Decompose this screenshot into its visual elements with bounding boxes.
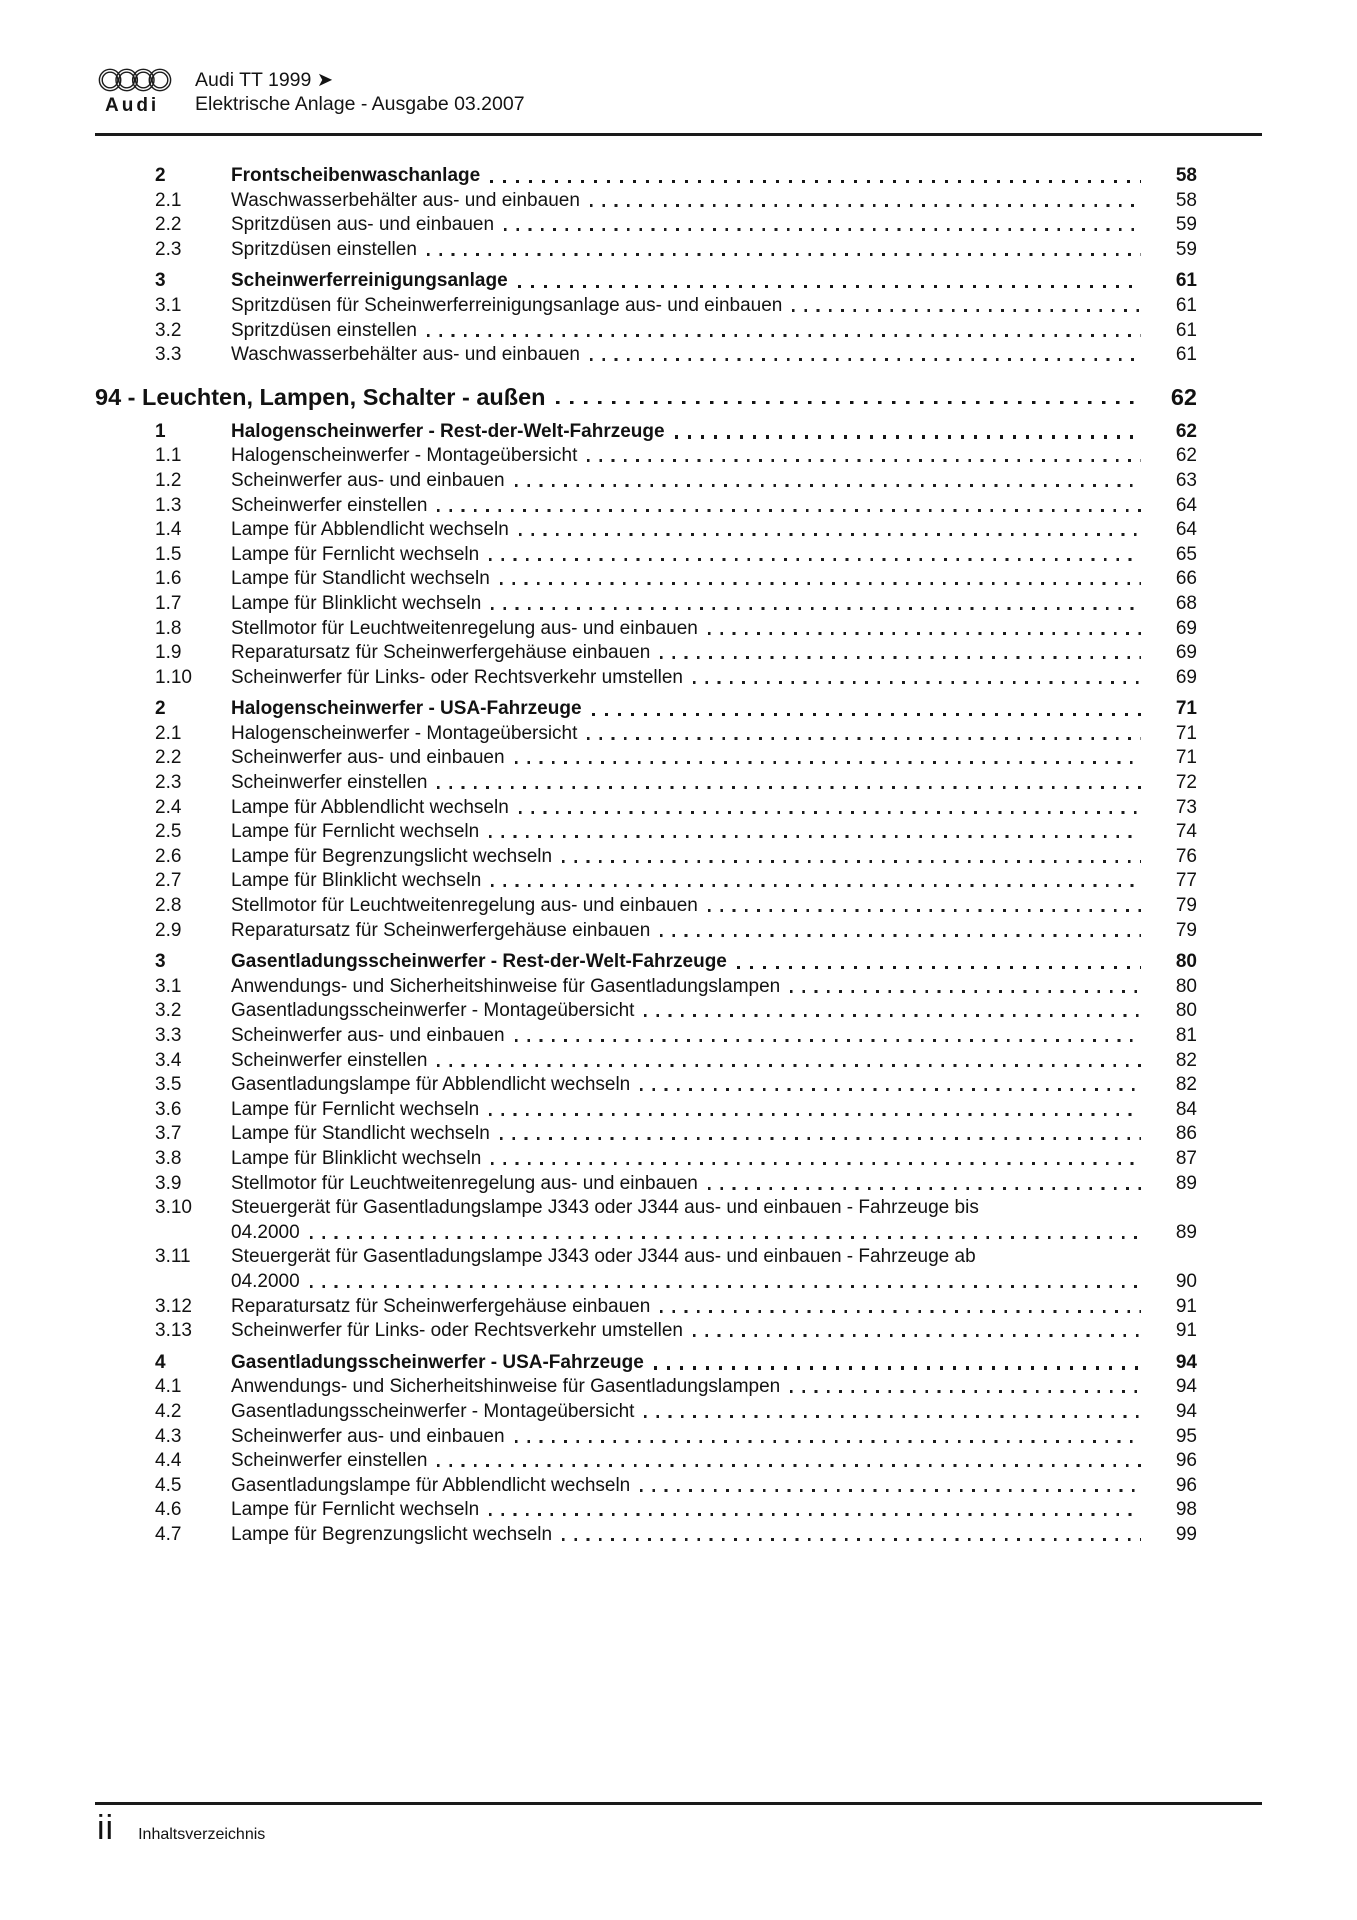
toc-entry-page: 76 xyxy=(1175,845,1197,867)
toc-entry-title: Scheinwerfer einstellen xyxy=(231,1450,428,1472)
toc-entry-title: Lampe für Begrenzungslicht wechseln xyxy=(231,1523,553,1545)
toc-entry-page: 79 xyxy=(1175,919,1197,941)
toc-entry-page: 90 xyxy=(1175,1270,1197,1292)
toc-entry-title: Scheinwerfer einstellen xyxy=(231,772,428,794)
toc-entry xyxy=(95,1122,1197,1147)
table-of-contents xyxy=(95,157,1197,1547)
toc-entry-page: 58 xyxy=(1175,189,1197,211)
toc-entry xyxy=(95,845,1197,870)
toc-entry-page: 69 xyxy=(1175,617,1197,639)
toc-entry-number: 3.11 xyxy=(155,1246,191,1268)
toc-entry xyxy=(95,319,1197,344)
toc-entry-number: 3.12 xyxy=(155,1295,192,1317)
toc-entry xyxy=(95,294,1197,319)
toc-entry-title: Gasentladungsscheinwerfer - USA-Fahrzeuge xyxy=(231,1351,644,1373)
dot-leader xyxy=(519,811,1141,814)
toc-entry-page: 91 xyxy=(1175,1320,1197,1342)
header-model-line: Audi TT 1999 ➤ xyxy=(195,69,334,91)
toc-entry-page: 82 xyxy=(1175,1049,1197,1071)
footer-rule xyxy=(95,1802,1262,1805)
dot-leader xyxy=(587,459,1141,462)
toc-entry-number: 2.3 xyxy=(155,238,182,260)
toc-entry-page: 80 xyxy=(1175,951,1197,973)
toc-entry-title: Lampe für Fernlicht wechseln xyxy=(231,1098,480,1120)
toc-entry-number: 2.9 xyxy=(155,919,182,941)
toc-entry-number: 1.6 xyxy=(155,568,182,590)
toc-entry xyxy=(95,543,1197,568)
toc-entry-number: 4 xyxy=(155,1351,166,1373)
dot-leader xyxy=(640,1088,1141,1091)
toc-entry-number: 3.6 xyxy=(155,1098,182,1120)
toc-entry xyxy=(95,164,1197,189)
dot-leader xyxy=(515,761,1141,764)
dot-leader xyxy=(693,681,1141,684)
dot-leader xyxy=(790,990,1141,993)
dot-leader xyxy=(660,1310,1141,1313)
toc-entry xyxy=(95,1147,1197,1172)
toc-entry-number: 2.8 xyxy=(155,895,182,917)
toc-entry-page: 71 xyxy=(1175,722,1197,744)
toc-entry-page: 69 xyxy=(1175,642,1197,664)
toc-entry-page: 74 xyxy=(1175,821,1197,843)
dot-leader xyxy=(437,1464,1141,1467)
toc-entry-page: 61 xyxy=(1175,344,1197,366)
dot-leader xyxy=(437,509,1141,512)
toc-entry-page: 59 xyxy=(1175,238,1197,260)
toc-entry-page: 71 xyxy=(1175,698,1197,720)
toc-entry-number: 3.3 xyxy=(155,1025,182,1046)
dot-leader xyxy=(562,1538,1141,1541)
toc-entry xyxy=(95,641,1197,666)
toc-entry-page: 80 xyxy=(1175,1000,1197,1022)
toc-entry-page: 73 xyxy=(1175,796,1197,818)
dot-leader xyxy=(737,966,1141,969)
toc-entry xyxy=(95,617,1197,642)
toc-entry-title-continuation xyxy=(231,1221,1197,1246)
dot-leader xyxy=(592,713,1141,716)
dot-leader xyxy=(654,1366,1141,1369)
toc-entry-number: 2.2 xyxy=(155,747,182,769)
toc-entry-page: 61 xyxy=(1175,294,1197,316)
dot-leader xyxy=(590,358,1141,361)
toc-entry-number: 4.4 xyxy=(155,1450,182,1472)
toc-entry-number: 3.4 xyxy=(155,1049,182,1071)
toc-entry xyxy=(95,771,1197,796)
toc-entry xyxy=(95,420,1197,445)
toc-entry-page: 65 xyxy=(1175,543,1197,565)
toc-entry-number: 3.5 xyxy=(155,1074,182,1096)
toc-entry-page: 69 xyxy=(1175,666,1197,688)
toc-entry-number: 4.3 xyxy=(155,1425,182,1447)
toc-entry-title: Spritzdüsen einstellen xyxy=(231,238,417,260)
dot-leader xyxy=(491,1162,1141,1165)
toc-entry-number: 1.7 xyxy=(155,592,182,614)
toc-entry xyxy=(95,343,1197,368)
dot-leader xyxy=(644,1415,1141,1418)
page-header xyxy=(97,66,525,117)
dot-leader xyxy=(790,1390,1141,1393)
toc-entry-title: Reparatursatz für Scheinwerfergehäuse einbauen xyxy=(231,1295,651,1317)
audi-logo xyxy=(97,66,175,117)
toc-entry xyxy=(95,1474,1197,1499)
toc-entry-page: 81 xyxy=(1175,1025,1197,1046)
toc-entry-title: Gasentladungslampe für Abblendlicht wechseln xyxy=(231,1074,631,1096)
toc-entry-page: 63 xyxy=(1175,469,1197,491)
toc-entry-page: 58 xyxy=(1175,165,1197,186)
toc-entry-number: 1.4 xyxy=(155,519,182,541)
toc-entry-title: Spritzdüsen für Scheinwerferreinigungsanlage aus- und einbauen xyxy=(231,294,783,316)
toc-entry-title: Gasentladungsscheinwerfer - Rest-der-Welt-Fahrzeuge xyxy=(231,951,727,973)
toc-entry-two-line xyxy=(95,1245,1197,1294)
dot-leader xyxy=(518,285,1141,288)
toc-entry xyxy=(95,518,1197,543)
toc-entry-title: Stellmotor für Leuchtweitenregelung aus- und einbauen xyxy=(231,1172,698,1194)
toc-entry-number: 1.8 xyxy=(155,617,182,639)
toc-entry-title: Stellmotor für Leuchtweitenregelung aus- und einbauen xyxy=(231,895,698,917)
toc-entry-page: 66 xyxy=(1175,568,1197,590)
dot-leader xyxy=(500,582,1141,585)
dot-leader xyxy=(708,909,1141,912)
toc-entry-page: 94 xyxy=(1175,1400,1197,1422)
toc-entry-number: 2.3 xyxy=(155,772,182,794)
toc-entry-page: 71 xyxy=(1175,747,1197,769)
toc-entry-title: Halogenscheinwerfer - USA-Fahrzeuge xyxy=(231,698,582,720)
audi-rings-icon xyxy=(97,66,175,94)
toc-entry-title: Waschwasserbehälter aus- und einbauen xyxy=(231,189,580,211)
toc-entry-page: 99 xyxy=(1175,1523,1197,1545)
toc-entry xyxy=(95,213,1197,238)
toc-entry-title: Frontscheibenwaschanlage xyxy=(231,165,481,186)
toc-entry xyxy=(95,1351,1197,1376)
toc-entry-page: 96 xyxy=(1175,1474,1197,1496)
dot-leader xyxy=(491,607,1141,610)
toc-entry-title: Lampe für Fernlicht wechseln xyxy=(231,1499,480,1521)
toc-entry-title: Halogenscheinwerfer - Rest-der-Welt-Fahrzeuge xyxy=(231,420,665,442)
toc-entry-number: 1.9 xyxy=(155,642,182,664)
toc-entry-title: Stellmotor für Leuchtweitenregelung aus- und einbauen xyxy=(231,617,698,639)
toc-entry-number: 4.2 xyxy=(155,1400,182,1422)
toc-entry-page: 89 xyxy=(1175,1172,1197,1194)
dot-leader xyxy=(489,1113,1141,1116)
dot-leader xyxy=(644,1014,1141,1017)
dot-leader xyxy=(562,860,1141,863)
toc-entry-title: Lampe für Abblendlicht wechseln xyxy=(231,519,509,541)
toc-entry-title: Lampe für Blinklicht wechseln xyxy=(231,592,482,614)
toc-entry xyxy=(95,592,1197,617)
toc-entry-number: 1.1 xyxy=(155,445,182,467)
toc-entry-title: Gasentladungslampe für Abblendlicht wechseln xyxy=(231,1474,631,1496)
dot-leader xyxy=(515,1440,1141,1443)
toc-entry-title: Lampe für Abblendlicht wechseln xyxy=(231,796,509,818)
dot-leader xyxy=(489,558,1141,561)
toc-entry-title: Halogenscheinwerfer - Montageübersicht xyxy=(231,722,578,744)
dot-leader xyxy=(660,656,1141,659)
dot-leader xyxy=(500,1137,1141,1140)
toc-entry-number: 3.10 xyxy=(155,1197,192,1219)
toc-entry-page: 82 xyxy=(1175,1074,1197,1096)
toc-entry-number: 2.2 xyxy=(155,214,182,236)
toc-entry-title: Scheinwerfer einstellen xyxy=(231,1049,428,1071)
toc-entry xyxy=(95,1400,1197,1425)
toc-entry xyxy=(95,1098,1197,1123)
toc-entry-page: 98 xyxy=(1175,1499,1197,1521)
toc-entry-title: Scheinwerferreinigungsanlage xyxy=(231,270,508,292)
dot-leader xyxy=(310,1285,1141,1288)
toc-entry-number: 3.2 xyxy=(155,319,182,341)
toc-entry-page: 59 xyxy=(1175,214,1197,236)
toc-entry-number: 3.2 xyxy=(155,1000,182,1022)
toc-entry-number: 1.10 xyxy=(155,666,192,688)
toc-entry-number: 1 xyxy=(155,420,166,442)
toc-entry-title: Lampe für Fernlicht wechseln xyxy=(231,821,480,843)
toc-entry-wrapped-title xyxy=(231,1245,1197,1294)
dot-leader xyxy=(708,632,1141,635)
toc-entry xyxy=(95,1319,1197,1344)
header-text xyxy=(195,66,525,117)
toc-entry-page: 79 xyxy=(1175,895,1197,917)
toc-entry xyxy=(95,1375,1197,1400)
toc-entry-number: 3.8 xyxy=(155,1147,182,1169)
dot-leader xyxy=(640,1489,1141,1492)
dot-leader xyxy=(708,1187,1141,1190)
toc-entry-page: 87 xyxy=(1175,1147,1197,1169)
toc-entry-title: Scheinwerfer aus- und einbauen xyxy=(231,747,505,769)
toc-entry-number: 4.1 xyxy=(155,1376,182,1398)
toc-entry xyxy=(95,189,1197,214)
toc-chapter-page: 62 xyxy=(1170,383,1197,410)
dot-leader xyxy=(660,934,1141,937)
dot-leader xyxy=(590,204,1141,207)
toc-entry-number: 1.2 xyxy=(155,469,182,491)
dot-leader xyxy=(491,884,1141,887)
toc-entry-page: 94 xyxy=(1175,1376,1197,1398)
header-rule xyxy=(95,133,1262,136)
toc-entry-title: Scheinwerfer aus- und einbauen xyxy=(231,469,505,491)
toc-entry xyxy=(95,1049,1197,1074)
toc-entry-title: Steuergerät für Gasentladungslampe J343 oder J344 aus- und einbauen - Fahrzeuge bis xyxy=(231,1197,979,1219)
toc-entry-title: Gasentladungsscheinwerfer - Montageübersicht xyxy=(231,1400,635,1422)
toc-entry-page: 96 xyxy=(1175,1450,1197,1472)
toc-entry-number: 3.1 xyxy=(155,294,182,316)
header-title-line: Elektrische Anlage - Ausgabe 03.2007 xyxy=(195,93,525,115)
toc-entry-number: 2 xyxy=(155,698,166,720)
dot-leader xyxy=(504,228,1141,231)
toc-entry-title: Spritzdüsen aus- und einbauen xyxy=(231,214,495,236)
toc-entry-title: Scheinwerfer aus- und einbauen xyxy=(231,1425,505,1447)
toc-entry xyxy=(95,796,1197,821)
toc-entry-number: 1.5 xyxy=(155,543,182,565)
toc-entry-title-line2: 04.2000 xyxy=(231,1270,300,1292)
toc-entry-number: 3.13 xyxy=(155,1320,192,1342)
toc-entry-page: 72 xyxy=(1175,772,1197,794)
dot-leader xyxy=(556,401,1141,405)
toc-entry-title: Waschwasserbehälter aus- und einbauen xyxy=(231,344,580,366)
toc-entry-page: 61 xyxy=(1175,270,1197,292)
toc-entry-two-line xyxy=(95,1196,1197,1245)
toc-entry xyxy=(95,567,1197,592)
toc-entry xyxy=(95,697,1197,722)
toc-entry xyxy=(95,1295,1197,1320)
toc-entry-title: Anwendungs- und Sicherheitshinweise für Gasentladungslampen xyxy=(231,1376,781,1398)
toc-entry-page: 86 xyxy=(1175,1123,1197,1145)
toc-entry xyxy=(95,1498,1197,1523)
toc-entry-page: 62 xyxy=(1175,420,1197,442)
toc-entry xyxy=(95,950,1197,975)
toc-entry-title: Scheinwerfer aus- und einbauen xyxy=(231,1025,505,1046)
toc-entry xyxy=(95,469,1197,494)
toc-entry-wrapped-title xyxy=(231,1196,1197,1245)
toc-entry-page: 61 xyxy=(1175,319,1197,341)
toc-entry-title: Lampe für Blinklicht wechseln xyxy=(231,1147,482,1169)
toc-entry xyxy=(95,999,1197,1024)
toc-entry xyxy=(95,746,1197,771)
dot-leader xyxy=(675,435,1141,438)
toc-entry xyxy=(95,919,1197,944)
dot-leader xyxy=(489,1513,1141,1516)
toc-entry-number: 2.1 xyxy=(155,189,182,211)
toc-entry-page: 89 xyxy=(1175,1221,1197,1243)
toc-entry-number: 3.7 xyxy=(155,1123,182,1145)
toc-entry-number: 4.6 xyxy=(155,1499,182,1521)
toc-entry xyxy=(95,1425,1197,1450)
toc-entry-title: Halogenscheinwerfer - Montageübersicht xyxy=(231,445,578,467)
footer-page-number: ii xyxy=(97,1809,115,1847)
toc-entry-title: Reparatursatz für Scheinwerfergehäuse einbauen xyxy=(231,919,651,941)
toc-entry-title: Gasentladungsscheinwerfer - Montageübersicht xyxy=(231,1000,635,1022)
toc-entry xyxy=(95,894,1197,919)
toc-entry-page: 64 xyxy=(1175,494,1197,516)
toc-entry-number: 2.7 xyxy=(155,870,182,892)
toc-entry-page: 95 xyxy=(1175,1425,1197,1447)
toc-entry-title: Reparatursatz für Scheinwerfergehäuse einbauen xyxy=(231,642,651,664)
toc-entry-page: 62 xyxy=(1175,445,1197,467)
toc-entry-number: 4.7 xyxy=(155,1523,182,1545)
toc-entry xyxy=(95,722,1197,747)
toc-entry-title-line2: 04.2000 xyxy=(231,1221,300,1243)
toc-entry-number: 3 xyxy=(155,951,166,973)
toc-entry xyxy=(95,820,1197,845)
toc-entry-page: 68 xyxy=(1175,592,1197,614)
toc-entry-number: 2.6 xyxy=(155,845,182,867)
toc-entry-title: Spritzdüsen einstellen xyxy=(231,319,417,341)
toc-entry-title: Lampe für Standlicht wechseln xyxy=(231,1123,490,1145)
dot-leader xyxy=(489,835,1141,838)
toc-entry-number: 2.1 xyxy=(155,722,182,744)
toc-entry-title: Steuergerät für Gasentladungslampe J343 oder J344 aus- und einbauen - Fahrzeuge ab xyxy=(231,1246,976,1268)
toc-entry xyxy=(95,494,1197,519)
toc-entry-number: 3.3 xyxy=(155,344,182,366)
toc-entry xyxy=(95,666,1197,691)
dot-leader xyxy=(490,180,1141,183)
toc-entry-number: 3.1 xyxy=(155,975,182,997)
toc-entry-number: 3 xyxy=(155,270,166,292)
toc-entry xyxy=(95,1024,1197,1049)
dot-leader xyxy=(519,533,1141,536)
toc-entry-number: 1.3 xyxy=(155,494,182,516)
toc-entry-number: 3.9 xyxy=(155,1172,182,1194)
toc-entry-page: 64 xyxy=(1175,519,1197,541)
toc-entry-number: 2.5 xyxy=(155,821,182,843)
dot-leader xyxy=(427,334,1141,337)
dot-leader xyxy=(310,1236,1141,1239)
toc-entry xyxy=(95,975,1197,1000)
toc-entry-title: Anwendungs- und Sicherheitshinweise für Gasentladungslampen xyxy=(231,975,781,997)
dot-leader xyxy=(437,786,1141,789)
toc-entry-title: Scheinwerfer einstellen xyxy=(231,494,428,516)
dot-leader xyxy=(437,1064,1141,1067)
toc-entry xyxy=(95,1449,1197,1474)
toc-entry-title: Scheinwerfer für Links- oder Rechtsverkehr umstellen xyxy=(231,666,683,688)
page-footer xyxy=(97,1809,265,1848)
toc-entry-title: Scheinwerfer für Links- oder Rechtsverkehr umstellen xyxy=(231,1320,683,1342)
toc-entry-title: Lampe für Standlicht wechseln xyxy=(231,568,490,590)
dot-leader xyxy=(587,737,1141,740)
toc-entry xyxy=(95,1523,1197,1548)
toc-entry xyxy=(95,1172,1197,1197)
toc-entry-title-continuation xyxy=(231,1270,1197,1295)
toc-entry-page: 91 xyxy=(1175,1295,1197,1317)
dot-leader xyxy=(427,253,1141,256)
toc-chapter-title: 94 - Leuchten, Lampen, Schalter - außen xyxy=(95,383,546,410)
footer-label: Inhaltsverzeichnis xyxy=(138,1826,266,1843)
dot-leader xyxy=(515,484,1141,487)
dot-leader xyxy=(792,309,1141,312)
toc-entry-number: 2 xyxy=(155,165,166,186)
toc-entry xyxy=(95,444,1197,469)
toc-entry-number: 4.5 xyxy=(155,1474,182,1496)
dot-leader xyxy=(515,1039,1141,1042)
audi-wordmark: Audi xyxy=(105,95,160,116)
toc-entry-page: 80 xyxy=(1175,975,1197,997)
toc-entry xyxy=(95,869,1197,894)
toc-entry xyxy=(95,1073,1197,1098)
toc-entry xyxy=(95,269,1197,294)
toc-entry-number: 2.4 xyxy=(155,796,182,818)
dot-leader xyxy=(693,1334,1141,1337)
toc-entry-title: Lampe für Begrenzungslicht wechseln xyxy=(231,845,553,867)
toc-entry-page: 84 xyxy=(1175,1098,1197,1120)
toc-entry-page: 94 xyxy=(1175,1351,1197,1373)
toc-entry-title: Lampe für Blinklicht wechseln xyxy=(231,870,482,892)
toc-entry-title: Lampe für Fernlicht wechseln xyxy=(231,543,480,565)
toc-entry-page: 77 xyxy=(1175,870,1197,892)
toc-chapter-heading xyxy=(95,382,1197,413)
toc-entry xyxy=(95,238,1197,263)
